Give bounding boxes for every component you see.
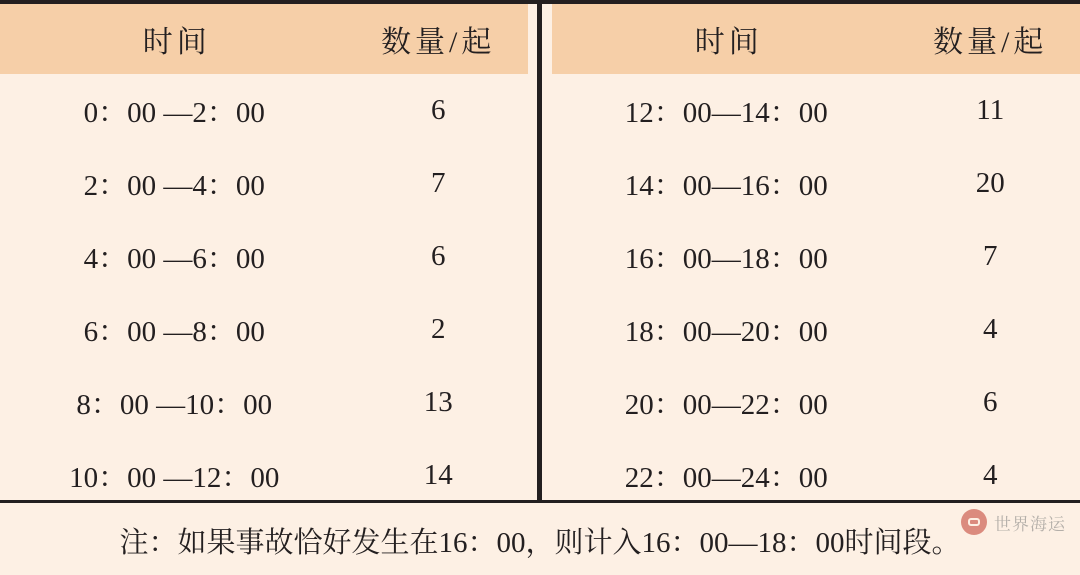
wechat-icon (961, 509, 987, 535)
cell-time: 8：00 —10：00 (76, 389, 273, 421)
cell-time: 20：00—22：00 (624, 389, 828, 421)
cell-time: 10：00 —12：00 (69, 462, 280, 494)
cell-count: 4 (982, 313, 998, 345)
cell-count: 7 (982, 240, 998, 272)
table-row (0, 147, 528, 220)
table-row (552, 293, 1080, 366)
cell-count: 14 (423, 459, 453, 491)
table-row (552, 366, 1080, 439)
table-row (0, 220, 528, 293)
table-row (552, 220, 1080, 293)
left-header-row (0, 4, 528, 74)
cell-count: 7 (430, 167, 446, 199)
cell-time: 2：00 —4：00 (83, 170, 265, 202)
cell-count: 20 (975, 167, 1005, 199)
table-row (0, 74, 528, 147)
right-header-time: 时间 (552, 4, 900, 74)
cell-count: 11 (976, 94, 1005, 126)
table-note (0, 508, 1080, 572)
table-bottom-rule (0, 500, 1080, 503)
cell-count: 4 (982, 459, 998, 491)
watermark-label: 世界海运 (994, 514, 1066, 534)
cell-count: 6 (982, 386, 998, 418)
table-row (0, 366, 528, 439)
table-row (552, 74, 1080, 147)
cell-time: 12：00—14：00 (624, 97, 828, 129)
table-row (552, 147, 1080, 220)
cell-time: 6：00 —8：00 (83, 316, 265, 348)
right-header-count: 数量/起 (900, 4, 1080, 74)
table-center-divider (528, 4, 552, 500)
cell-time: 0：00 —2：00 (83, 97, 265, 129)
table-left-half (0, 4, 528, 500)
table-note-text: 注：如果事故恰好发生在16：00，则计入16：00—18：00时间段。 (119, 526, 961, 559)
left-table (0, 4, 528, 512)
cell-time: 22：00—24：00 (624, 462, 828, 494)
right-header-row (552, 4, 1080, 74)
cell-count: 2 (430, 313, 446, 345)
left-header-count: 数量/起 (348, 4, 528, 74)
cell-time: 4：00 —6：00 (83, 243, 265, 275)
left-header-time: 时间 (0, 4, 348, 74)
watermark (961, 509, 1066, 535)
cell-count: 13 (423, 386, 453, 418)
table-body (0, 4, 1080, 500)
cell-count: 6 (430, 94, 446, 126)
right-table (552, 4, 1080, 512)
cell-time: 14：00—16：00 (624, 170, 828, 202)
table-right-half (552, 4, 1080, 500)
cell-time: 18：00—20：00 (624, 316, 828, 348)
cell-time: 16：00—18：00 (624, 243, 828, 275)
cell-count: 6 (430, 240, 446, 272)
table-row (0, 293, 528, 366)
